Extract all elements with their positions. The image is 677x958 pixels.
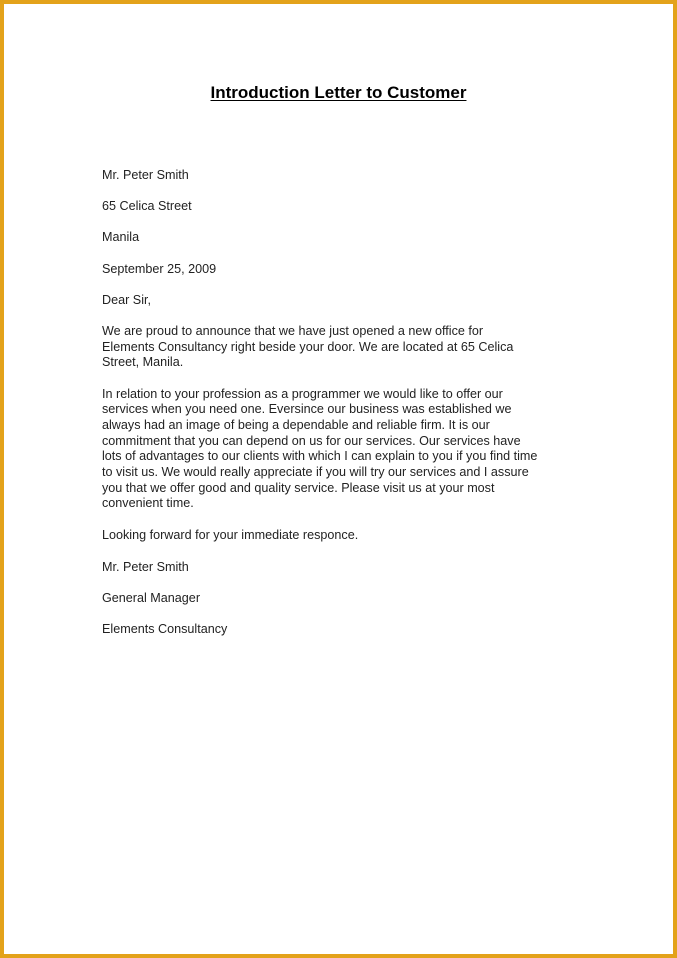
signature-company: Elements Consultancy bbox=[102, 622, 228, 636]
recipient-city: Manila bbox=[102, 230, 140, 244]
letter-title: Introduction Letter to Customer bbox=[210, 83, 467, 102]
signature-name: Mr. Peter Smith bbox=[102, 560, 189, 574]
recipient-name: Mr. Peter Smith bbox=[102, 168, 189, 182]
paragraph2-line: commitment that you can depend on us for our services. Our services have bbox=[102, 434, 521, 448]
paragraph2-line: to visit us. We would really appreciate if you will try our services and I assure bbox=[102, 465, 529, 479]
salutation: Dear Sir, bbox=[102, 293, 151, 307]
paragraph2-line: you that we offer good and quality service. Please visit us at your most bbox=[102, 481, 495, 495]
paragraph1-line: We are proud to announce that we have just opened a new office for bbox=[102, 324, 484, 338]
paragraph2-line: services when you need one. Eversince our business was established we bbox=[102, 402, 512, 416]
paragraph2-line: always had an image of being a dependable and reliable firm. It is our bbox=[102, 418, 490, 432]
paragraph2-line: In relation to your profession as a programmer we would like to offer our bbox=[102, 387, 503, 401]
closing-line: Looking forward for your immediate responce. bbox=[102, 528, 359, 542]
signature-position: General Manager bbox=[102, 591, 201, 605]
paragraph1-line: Elements Consultancy right beside your door. We are located at 65 Celica bbox=[102, 340, 514, 354]
recipient-street: 65 Celica Street bbox=[102, 199, 192, 213]
letter-date: September 25, 2009 bbox=[102, 262, 217, 276]
paragraph1-line: Street, Manila. bbox=[102, 355, 184, 369]
paragraph2-line: convenient time. bbox=[102, 496, 194, 510]
paragraph2-line: lots of advantages to our clients with which I can explain to you if you find time bbox=[102, 449, 538, 463]
